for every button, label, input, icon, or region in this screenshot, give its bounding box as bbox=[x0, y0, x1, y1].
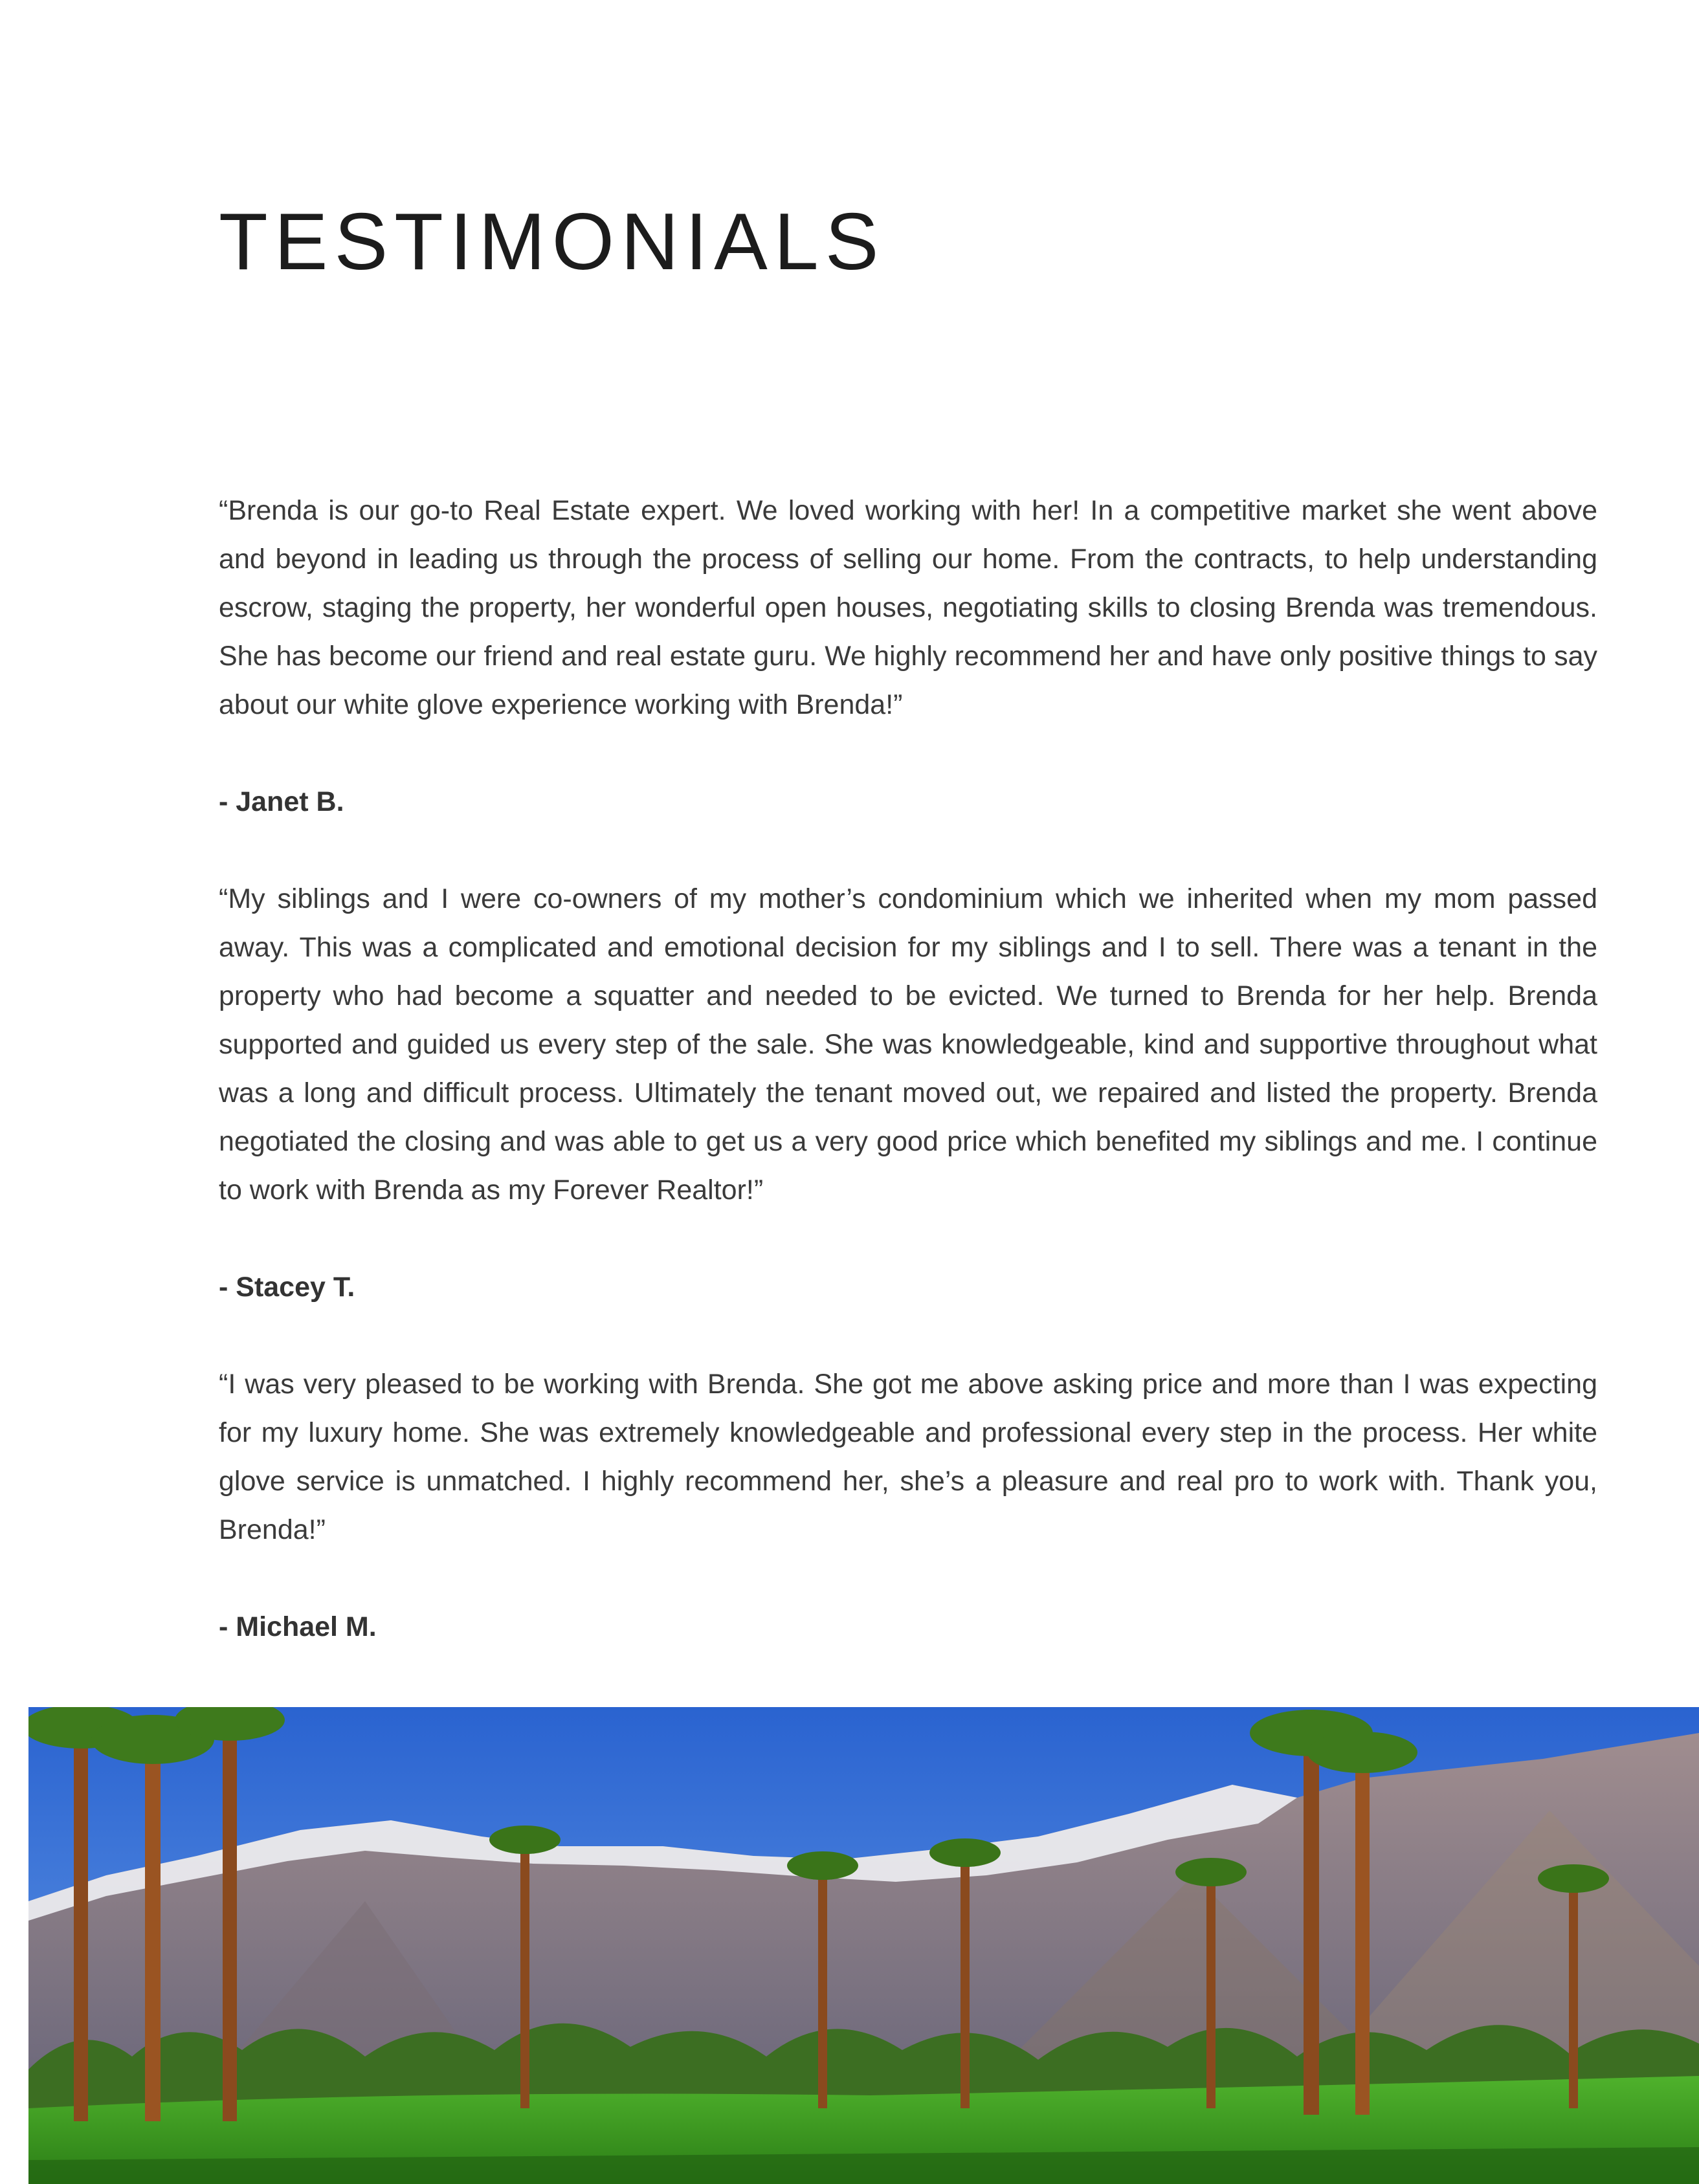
testimonial-item bbox=[219, 487, 1597, 826]
testimonial-quote: “I was very pleased to be working with Brenda. She got me above asking price and more than I was expecting for my luxury home. She was extremely knowledgeable and professional every step in the process. Her white glove service is unmatched. I highly recommend her, she’s a pleasure and real pro to work with. Thank you, Brenda!” bbox=[219, 1369, 1597, 1545]
testimonial-quote: “My siblings and I were co-owners of my mother’s condominium which we inherited when my mom passed away. This was a complicated and emotional decision for my siblings and I to sell. There was a tenant in the property who had become a squatter and needed to be evicted. We turned to Brenda for her help. Brenda supported and guided us every step of the sale. She was knowledgeable, kind and supportive throughout what was a long and difficult process. Ultimately the tenant moved out, we repaired and listed the property. Brenda negotiated the closing and was able to get us a very good price which benefited my siblings and me. I continue to work with Brenda as my Forever Realtor!” bbox=[219, 883, 1597, 1206]
testimonial-quote: “Brenda is our go-to Real Estate expert. We loved working with her! In a competitive market she went above and beyond in leading us through the process of selling our home. From the contracts, to help understanding escrow, staging the property, her wonderful open houses, negotiating skills to closing Brenda was tremendous. She has become our friend and real estate guru. We highly recommend her and have only positive things to say about our white glove experience working with Brenda!” bbox=[219, 495, 1597, 720]
testimonial-author: - Stacey T. bbox=[219, 1272, 355, 1303]
testimonials-list bbox=[219, 487, 1597, 1700]
page-title: TESTIMONIALS bbox=[219, 197, 885, 287]
landscape-photo bbox=[28, 1707, 1699, 2184]
testimonial-author: - Janet B. bbox=[219, 786, 344, 817]
testimonial-author: - Michael M. bbox=[219, 1611, 377, 1642]
testimonial-item bbox=[219, 1360, 1597, 1651]
testimonial-item bbox=[219, 875, 1597, 1312]
